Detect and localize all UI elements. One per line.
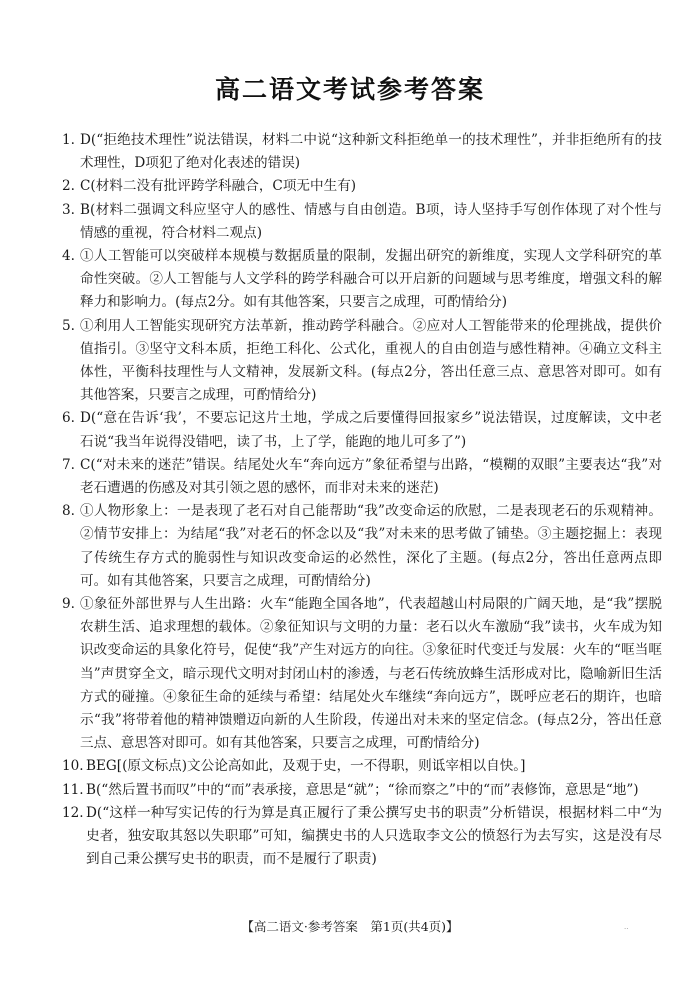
answer-text: ①人工智能可以突破样本规模与数据质量的限制，发掘出研究的新维度，实现人文学科研究的革命性突破。②人工智能与人文学科的跨学科融合可以开启新的问题域与思考维度，增强文科的解释力和影响力。(每点2分。如有其他答案，只要言之成理，可酌情给分) xyxy=(80,248,662,311)
answer-item-9 xyxy=(62,593,662,755)
answer-list xyxy=(62,129,662,872)
answer-item-2 xyxy=(62,175,662,198)
answer-text: D(“这样一种写实记传的行为算是真正履行了秉公撰写史书的职责”分析错误，根据材料二中“为史者，独安取其怒以失职耶”可知，编撰史书的人只选取李文公的愤怒行为去写实，这是没有尽到自己秉公撰写史书的职责，而不是履行了职责) xyxy=(86,804,662,868)
page-footer: 【高二语文·参考答案 第1页(共4页)】 xyxy=(241,919,459,934)
answer-number: 2. xyxy=(62,178,75,195)
answer-number: 8. xyxy=(62,503,75,520)
answer-number: 5. xyxy=(62,317,75,334)
answer-number: 9. xyxy=(62,596,75,613)
answer-number: 4. xyxy=(62,248,75,265)
answer-item-3 xyxy=(62,199,662,245)
answer-item-4 xyxy=(62,245,662,315)
corner-mark: .. xyxy=(624,923,629,931)
answer-item-6 xyxy=(62,407,662,453)
answer-item-11 xyxy=(62,779,662,802)
answer-text: D(“意在告诉‘我’，不要忘记这片土地，学成之后要懂得回报家乡”说法错误，过度解读，文中老石说“我当年说得没错吧，读了书，上了学，能跑的地儿可多了”) xyxy=(80,410,662,450)
answer-item-1 xyxy=(62,129,662,175)
answer-text: ①利用人工智能实现研究方法革新，推动跨学科融合。②应对人工智能带来的伦理挑战，提供价值指引。③坚守文科本质，拒绝工科化、公式化，重视人的自由创造与感性精神。④确立文科主体性，平衡科技理性与人文精神，发展新文科。(每点2分，答出任意三点、意思答对即可。如有其他答案，只要言之成理，可酌情给分) xyxy=(80,317,662,404)
answer-item-7 xyxy=(62,454,662,500)
answer-number: 11. xyxy=(62,781,84,798)
answer-item-8 xyxy=(62,500,662,593)
answer-text: BEG[(原文标点)文公论高如此，及观于史，一不得职，则诋宰相以自快。] xyxy=(86,758,526,775)
answer-item-10 xyxy=(62,755,662,778)
answer-text: B(“然后置书而叹”中的“而”表承接，意思是“就”；“徐而察之”中的“而”表修饰，意思是“地”) xyxy=(86,781,639,798)
answer-number: 7. xyxy=(62,456,75,473)
answer-number: 3. xyxy=(62,201,75,218)
answer-text: C(材料二没有批评跨学科融合，C项无中生有) xyxy=(80,178,357,195)
answer-text: ①象征外部世界与人生出路：火车“能跑全国各地”，代表超越山村局限的广阔天地，是“我”摆脱农耕生活、追求理想的载体。②象征知识与文明的力量：老石以火车激励“我”读书，火车成为知识改变命运的具象化符号，促使“我”产生对远方的向往。③象征时代变迁与发展：火车的“哐当哐当”声贯穿全文，暗示现代文明对封闭山村的渗透，与老石传统放蜂生活形成对比，隐喻新旧生活方式的碰撞。④象征生命的延续与希望：结尾处火车继续“奔向远方”，既呼应老石的期许，也暗示“我”将带着他的精神馈赠迈向新的人生阶段，传递出对未来的坚定信念。(每点2分，答出任意三点、意思答对即可。如有其他答案，只要言之成理，可酌情给分) xyxy=(80,596,662,752)
answer-text: ①人物形象上：一是表现了老石对自己能帮助“我”改变命运的欣慰，二是表现老石的乐观精神。②情节安排上：为结尾“我”对老石的怀念以及“我”对未来的思考做了铺垫。③主题挖掘上：表现了传统生存方式的脆弱性与知识改变命运的必然性，深化了主题。(每点2分，答出任意两点即可。如有其他答案，只要言之成理，可酌情给分) xyxy=(80,503,662,589)
answer-text: C(“对未来的迷茫”错误。结尾处火车“奔向远方”象征希望与出路，“模糊的双眼”主要表达“我”对老石遭遇的伤感及对其引领之恩的感怀，而非对未来的迷茫) xyxy=(80,456,662,497)
answer-number: 10. xyxy=(62,758,84,775)
answer-item-5 xyxy=(62,315,662,408)
answer-number: 1. xyxy=(62,132,75,148)
answer-item-12 xyxy=(62,802,662,872)
answer-text: D(“拒绝技术理性”说法错误，材料二中说“这种新文科拒绝单一的技术理性”，并非拒绝所有的技术理性，D项犯了绝对化表述的错误) xyxy=(80,132,662,172)
answer-number: 12. xyxy=(62,804,84,821)
page-title: 高二语文考试参考答案 xyxy=(214,75,485,104)
answer-text: B(材料二强调文科应坚守人的感性、情感与自由创造。B项，诗人坚持手写创作体现了对个性与情感的重视，符合材料二观点) xyxy=(80,201,662,241)
answer-number: 6. xyxy=(62,410,75,427)
